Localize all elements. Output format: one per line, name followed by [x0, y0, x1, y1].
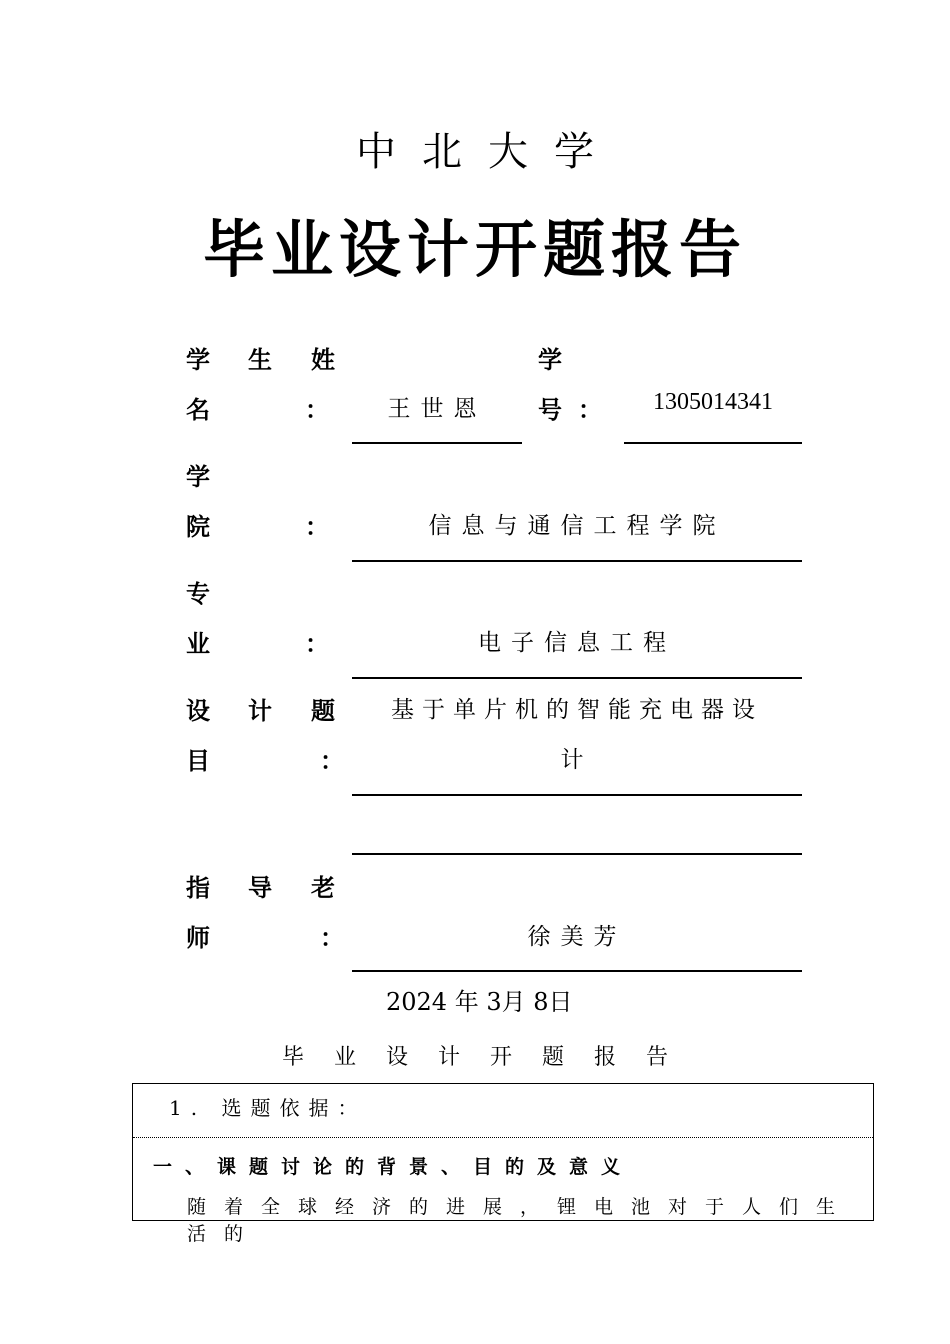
student-id-underline [624, 442, 802, 444]
name-label-char-3: 姓 [311, 346, 335, 374]
major-label-char-1: 专 [186, 580, 210, 608]
report-date: 2024 年 3月 8日 [386, 988, 573, 1016]
major-label-colon: ： [305, 630, 329, 658]
topic-value-line-1: 基于单片机的智能充电器设 [391, 697, 763, 723]
major-value: 电子信息工程 [478, 630, 676, 656]
college-label-char-1: 学 [186, 463, 210, 491]
topic-label-char-4: 目 [186, 747, 210, 775]
advisor-label-char-4: 师 [186, 924, 210, 952]
topic-label-char-1: 设 [186, 697, 210, 725]
student-name-value: 王世恩 [387, 396, 487, 422]
student-name-underline [352, 442, 522, 444]
topic-underline-1 [352, 794, 802, 796]
university-name: 中北大学 [356, 129, 620, 175]
topic-label-char-3: 题 [311, 697, 335, 725]
id-label-colon: ： [578, 396, 602, 424]
topic-underline-2 [352, 853, 802, 855]
college-underline [352, 560, 802, 562]
topic-label-colon: ： [320, 747, 344, 775]
student-id-value: 1305014341 [653, 389, 773, 415]
college-label-colon: ： [305, 513, 329, 541]
advisor-value: 徐美芳 [527, 924, 627, 950]
paragraph-text: 随着全球经济的进展，锂电池对于人们生活的 [187, 1196, 854, 1245]
college-value: 信息与通信工程学院 [428, 513, 726, 539]
major-label-char-2: 业 [186, 630, 210, 658]
id-label-char-2: 号 [538, 396, 562, 424]
advisor-label-char-2: 导 [248, 874, 272, 902]
name-label-char-1: 学 [186, 346, 210, 374]
report-heading: 毕业设计开题报告 [281, 1045, 698, 1070]
name-label-char-4: 名 [186, 396, 210, 424]
report-table [132, 1083, 874, 1245]
major-underline [352, 677, 802, 679]
topic-label-char-2: 计 [248, 697, 272, 725]
id-label-char-1: 学 [538, 346, 562, 374]
advisor-label-char-1: 指 [186, 874, 210, 902]
report-title: 毕业设计开题报告 [202, 213, 747, 286]
basis-label: 1. 选题依据： [169, 1096, 367, 1120]
college-label-char-2: 院 [186, 513, 210, 541]
name-label-char-2: 生 [248, 346, 272, 374]
dotted-divider [133, 1137, 873, 1138]
advisor-label-char-3: 老 [311, 874, 335, 902]
section-title: 一、课题讨论的背景、目的及意义 [153, 1156, 634, 1178]
advisor-label-colon: ： [320, 924, 344, 952]
topic-value-line-2: 计 [560, 747, 594, 773]
name-label-colon: ： [305, 396, 329, 424]
advisor-underline [352, 970, 802, 972]
